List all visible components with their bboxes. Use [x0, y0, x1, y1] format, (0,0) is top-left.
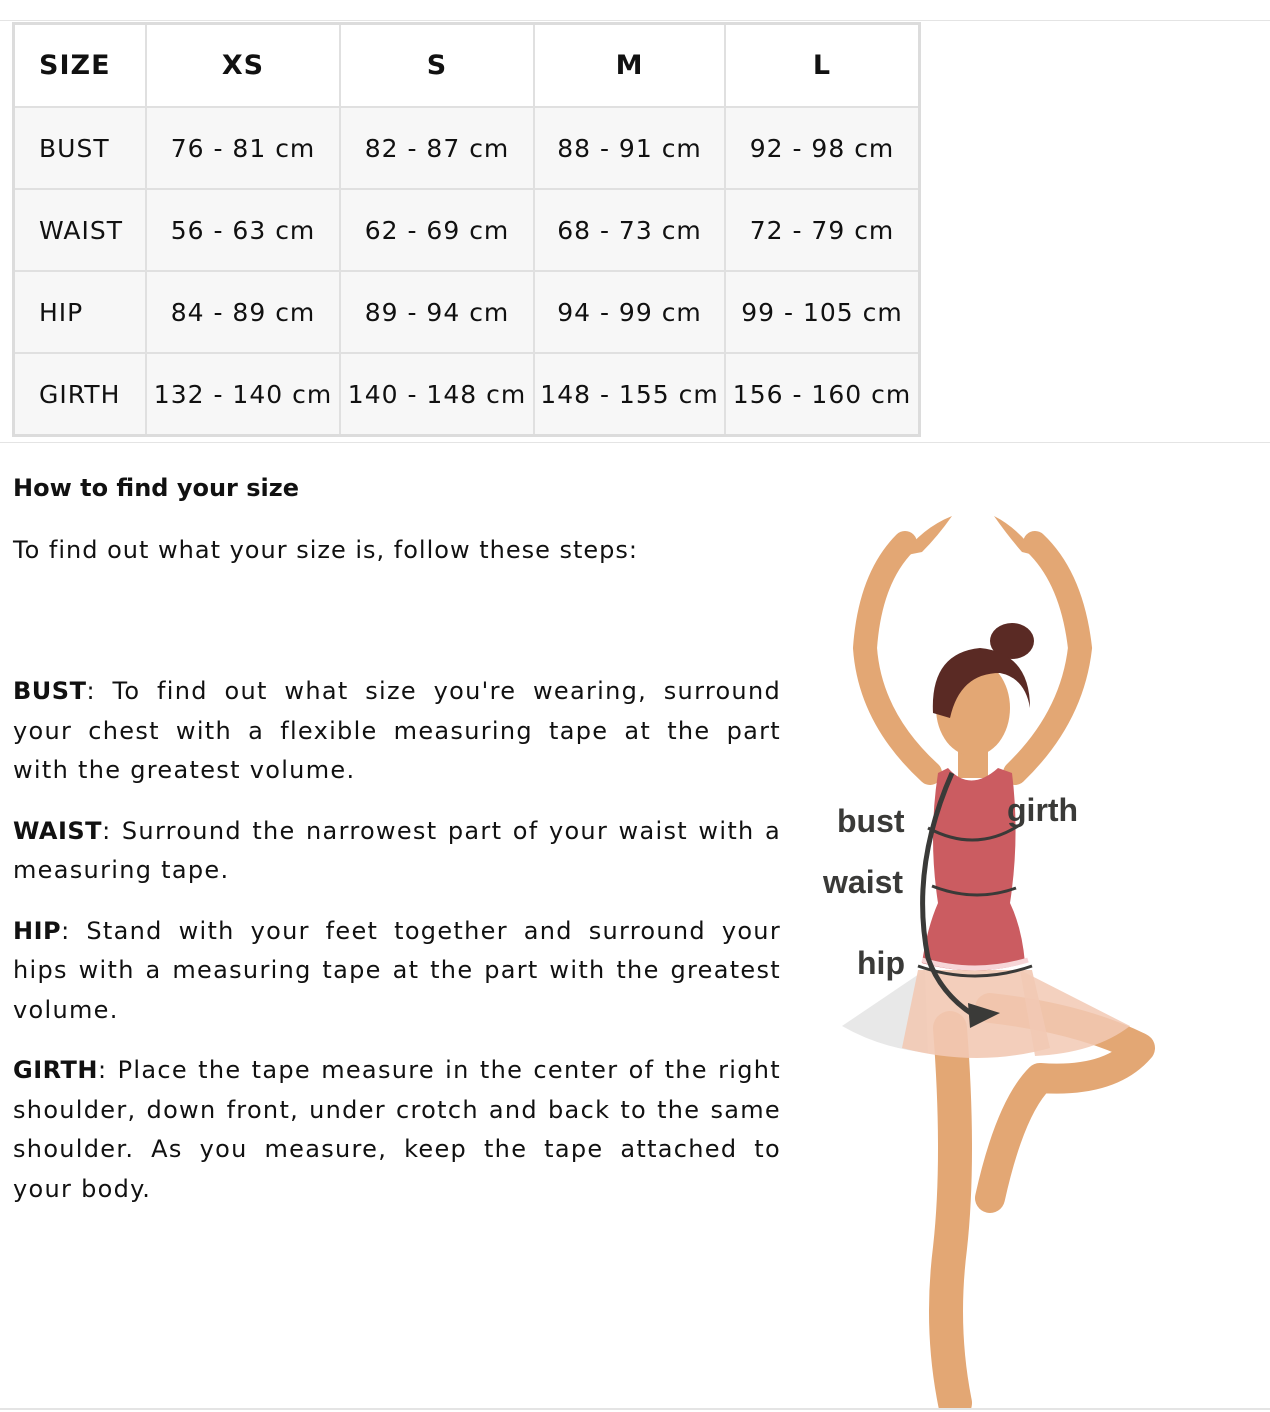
step-text: : To find out what size you're wearing, surround your chest with a flexible measuring tape at the part with the greatest volume. — [13, 677, 781, 784]
table-cell: 68 - 73 cm — [534, 189, 725, 271]
table-cell: 84 - 89 cm — [146, 271, 340, 353]
table-cell: 72 - 79 cm — [725, 189, 920, 271]
row-label: HIP — [14, 271, 147, 353]
table-cell: 148 - 155 cm — [534, 353, 725, 436]
step-term: GIRTH — [13, 1056, 98, 1084]
dancer-measurement-illustration — [810, 508, 1210, 1408]
step-hip — [13, 912, 781, 1031]
table-cell: 82 - 87 cm — [340, 107, 534, 189]
header-s: S — [340, 24, 534, 108]
table-row-hip — [14, 271, 920, 353]
step-term: BUST — [13, 677, 87, 705]
table-divider — [0, 442, 1270, 443]
header-m: M — [534, 24, 725, 108]
header-l: L — [725, 24, 920, 108]
table-cell: 76 - 81 cm — [146, 107, 340, 189]
table-cell: 89 - 94 cm — [340, 271, 534, 353]
table-cell: 56 - 63 cm — [146, 189, 340, 271]
table-cell: 99 - 105 cm — [725, 271, 920, 353]
step-waist — [13, 812, 781, 891]
table-cell: 88 - 91 cm — [534, 107, 725, 189]
table-cell: 132 - 140 cm — [146, 353, 340, 436]
guide-intro: To find out what your size is, follow these steps: — [13, 536, 638, 564]
row-label: BUST — [14, 107, 147, 189]
girth-label: girth — [1007, 792, 1079, 828]
step-bust — [13, 672, 781, 791]
table-row-bust — [14, 107, 920, 189]
top-divider — [0, 20, 1270, 21]
table-header-row — [14, 24, 920, 108]
table-cell: 156 - 160 cm — [725, 353, 920, 436]
table-cell: 62 - 69 cm — [340, 189, 534, 271]
right-arm — [1015, 543, 1080, 773]
table-cell: 92 - 98 cm — [725, 107, 920, 189]
table-row-waist — [14, 189, 920, 271]
header-xs: XS — [146, 24, 340, 108]
step-term: HIP — [13, 916, 62, 945]
waist-label: waist — [823, 864, 904, 900]
size-chart-table — [12, 22, 921, 437]
table-cell: 94 - 99 cm — [534, 271, 725, 353]
table-cell: 140 - 148 cm — [340, 353, 534, 436]
measurement-steps — [13, 672, 781, 1230]
step-girth — [13, 1051, 781, 1209]
step-text: : Surround the narrowest part of your waist with a measuring tape. — [13, 816, 781, 884]
row-label: WAIST — [14, 189, 147, 271]
standing-leg — [946, 1028, 955, 1403]
row-label: GIRTH — [14, 353, 147, 436]
guide-heading: How to find your size — [13, 474, 299, 502]
bottom-divider — [0, 1408, 1270, 1410]
hip-label: hip — [857, 945, 905, 981]
header-size: SIZE — [14, 24, 147, 108]
step-text: : Stand with your feet together and surround your hips with a measuring tape at the part with the greatest volume. — [13, 916, 781, 1024]
bust-label: bust — [837, 803, 905, 839]
left-arm — [865, 543, 930, 773]
step-text: : Place the tape measure in the center of the right shoulder, down front, under crotch and back to the same shoulder. As you measure, keep the tape attached to your body. — [13, 1056, 781, 1203]
step-term: WAIST — [13, 816, 103, 845]
table-row-girth — [14, 353, 920, 436]
